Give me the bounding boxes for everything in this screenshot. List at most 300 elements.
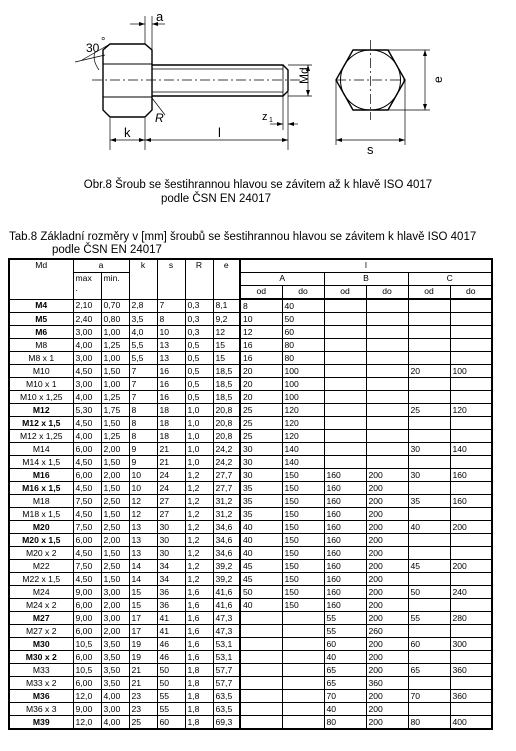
cell-amin: 1,25 xyxy=(101,430,129,443)
cell-s: 18 xyxy=(157,430,185,443)
cell-k: 9 xyxy=(129,456,157,469)
cell-md: M6 xyxy=(9,326,73,339)
cell-amax: 6,00 xyxy=(73,651,101,664)
cell-e: 53,1 xyxy=(213,651,240,664)
cell-bdo: 200 xyxy=(366,508,408,521)
cell-bod xyxy=(324,339,366,352)
cell-md: M18 xyxy=(9,495,73,508)
cell-cdo xyxy=(450,417,492,430)
cell-s: 18 xyxy=(157,404,185,417)
cell-s: 60 xyxy=(157,716,185,730)
cell-cdo xyxy=(450,703,492,716)
cell-amax: 3,00 xyxy=(73,378,101,391)
cell-amax: 3,00 xyxy=(73,352,101,365)
cell-k: 8 xyxy=(129,417,157,430)
cell-amax: 2,10 xyxy=(73,299,101,313)
cell-amax: 10,5 xyxy=(73,664,101,677)
bolt-shank xyxy=(152,65,288,96)
cell-bod: 160 xyxy=(324,482,366,495)
cell-e: 39,2 xyxy=(213,573,240,586)
cell-k: 7 xyxy=(129,365,157,378)
header-r: R xyxy=(185,259,213,299)
cell-cod xyxy=(408,703,450,716)
cell-s: 50 xyxy=(157,677,185,690)
cell-e: 24,2 xyxy=(213,443,240,456)
cell-amin: 1,50 xyxy=(101,365,129,378)
cell-ado: 150 xyxy=(282,469,324,482)
cell-md: M22 x 1,5 xyxy=(9,573,73,586)
cell-amax: 12,0 xyxy=(73,690,101,703)
cell-amax: 6,00 xyxy=(73,534,101,547)
table-caption-line1: Tab.8 Základní rozměry v [mm] šroubů se šestihrannou hlavou se závitem k hlavě ISO 4017 xyxy=(9,231,477,243)
cell-amax: 3,00 xyxy=(73,326,101,339)
cell-aod xyxy=(240,664,282,677)
cell-k: 5,5 xyxy=(129,352,157,365)
cell-ado: 150 xyxy=(282,586,324,599)
cell-e: 47,3 xyxy=(213,612,240,625)
bolt-head-outline xyxy=(103,44,152,117)
cell-amin: 3,50 xyxy=(101,677,129,690)
header-group-b: B xyxy=(324,273,408,286)
cell-cod xyxy=(408,547,450,560)
cell-e: 20,8 xyxy=(213,404,240,417)
cell-bod: 55 xyxy=(324,612,366,625)
cell-md: M16 xyxy=(9,469,73,482)
cell-k: 2,8 xyxy=(129,299,157,313)
header-group-c: C xyxy=(408,273,492,286)
cell-ado: 40 xyxy=(282,299,324,313)
table-row xyxy=(9,586,492,599)
cell-bod xyxy=(324,313,366,326)
cell-cod: 45 xyxy=(408,560,450,573)
cell-r: 1,2 xyxy=(185,547,213,560)
cell-bod: 160 xyxy=(324,547,366,560)
cell-amin: 2,00 xyxy=(101,534,129,547)
cell-r: 1,6 xyxy=(185,586,213,599)
cell-ado: 150 xyxy=(282,560,324,573)
cell-cod xyxy=(408,391,450,404)
table-row xyxy=(9,534,492,547)
cell-aod xyxy=(240,651,282,664)
cell-md: M20 x 2 xyxy=(9,547,73,560)
cell-md: M30 xyxy=(9,638,73,651)
cell-amin: 2,00 xyxy=(101,599,129,612)
cell-k: 23 xyxy=(129,690,157,703)
cell-amax: 7,50 xyxy=(73,560,101,573)
cell-bdo: 200 xyxy=(366,599,408,612)
cell-cdo xyxy=(450,625,492,638)
cell-cdo xyxy=(450,326,492,339)
label-l: l xyxy=(218,125,221,140)
cell-ado: 140 xyxy=(282,443,324,456)
table-row xyxy=(9,443,492,456)
cell-aod: 40 xyxy=(240,599,282,612)
cell-cdo xyxy=(450,573,492,586)
cell-bdo: 200 xyxy=(366,664,408,677)
cell-k: 13 xyxy=(129,547,157,560)
cell-ado: 150 xyxy=(282,495,324,508)
table-row xyxy=(9,430,492,443)
cell-amax: 9,00 xyxy=(73,612,101,625)
cell-r: 1,0 xyxy=(185,404,213,417)
cell-r: 1,8 xyxy=(185,677,213,690)
cell-amin: 0,70 xyxy=(101,299,129,313)
cell-bod: 160 xyxy=(324,534,366,547)
figure-caption-line1: Obr.8 Šroub se šestihrannou hlavou se závitem až k hlavě ISO 4017 xyxy=(83,179,433,191)
cell-amax: 4,50 xyxy=(73,573,101,586)
cell-e: 12 xyxy=(213,326,240,339)
cell-e: 27,7 xyxy=(213,469,240,482)
cell-bdo: 200 xyxy=(366,469,408,482)
cell-ado xyxy=(282,612,324,625)
cell-s: 30 xyxy=(157,521,185,534)
cell-ado: 150 xyxy=(282,534,324,547)
cell-cdo: 360 xyxy=(450,690,492,703)
cell-r: 0,3 xyxy=(185,299,213,313)
cell-amin: 3,50 xyxy=(101,664,129,677)
cell-bdo xyxy=(366,391,408,404)
cell-s: 46 xyxy=(157,638,185,651)
table-body xyxy=(9,299,492,729)
cell-md: M14 x 1,5 xyxy=(9,456,73,469)
label-md: Md xyxy=(297,67,311,84)
cell-k: 13 xyxy=(129,534,157,547)
cell-amax: 10,5 xyxy=(73,638,101,651)
cell-r: 1,2 xyxy=(185,573,213,586)
cell-s: 16 xyxy=(157,391,185,404)
cell-ado: 100 xyxy=(282,391,324,404)
cell-aod xyxy=(240,677,282,690)
cell-s: 55 xyxy=(157,690,185,703)
cell-r: 0,5 xyxy=(185,352,213,365)
cell-bdo xyxy=(366,378,408,391)
cell-amin: 1,50 xyxy=(101,508,129,521)
cell-amin: 1,50 xyxy=(101,417,129,430)
label-z-sub: 1 xyxy=(269,117,273,124)
cell-cod: 30 xyxy=(408,443,450,456)
cell-r: 1,6 xyxy=(185,612,213,625)
cell-e: 31,2 xyxy=(213,508,240,521)
cell-s: 7 xyxy=(157,299,185,313)
cell-e: 39,2 xyxy=(213,560,240,573)
cell-amin: 2,00 xyxy=(101,625,129,638)
header-a-do: do xyxy=(282,286,324,300)
cell-e: 69,3 xyxy=(213,716,240,730)
cell-amax: 12,0 xyxy=(73,716,101,730)
cell-amax: 2,40 xyxy=(73,313,101,326)
cell-ado: 150 xyxy=(282,573,324,586)
cell-amin: 1,00 xyxy=(101,352,129,365)
cell-s: 46 xyxy=(157,651,185,664)
cell-aod: 10 xyxy=(240,313,282,326)
cell-k: 8 xyxy=(129,404,157,417)
header-c-od: od xyxy=(408,286,450,300)
cell-ado: 150 xyxy=(282,599,324,612)
table-row xyxy=(9,365,492,378)
cell-s: 50 xyxy=(157,664,185,677)
cell-amax: 6,00 xyxy=(73,469,101,482)
cell-cod: 25 xyxy=(408,404,450,417)
cell-amin: 1,25 xyxy=(101,391,129,404)
cell-bdo: 200 xyxy=(366,586,408,599)
cell-cod xyxy=(408,573,450,586)
cell-cdo: 300 xyxy=(450,638,492,651)
cell-aod: 20 xyxy=(240,365,282,378)
cell-cdo xyxy=(450,391,492,404)
cell-r: 1,2 xyxy=(185,521,213,534)
cell-amax: 4,00 xyxy=(73,391,101,404)
cell-cdo xyxy=(450,534,492,547)
table-row xyxy=(9,716,492,730)
cell-md: M8 x 1 xyxy=(9,352,73,365)
cell-k: 19 xyxy=(129,638,157,651)
cell-ado: 150 xyxy=(282,508,324,521)
cell-bdo: 200 xyxy=(366,703,408,716)
cell-bod: 160 xyxy=(324,521,366,534)
cell-r: 1,6 xyxy=(185,651,213,664)
cell-cod: 55 xyxy=(408,612,450,625)
cell-cdo xyxy=(450,352,492,365)
cell-cod xyxy=(408,625,450,638)
cell-s: 21 xyxy=(157,456,185,469)
cell-bod: 160 xyxy=(324,573,366,586)
cell-ado: 120 xyxy=(282,417,324,430)
table-row xyxy=(9,378,492,391)
cell-bdo: 200 xyxy=(366,534,408,547)
header-group-a: A xyxy=(240,273,324,286)
cell-r: 0,3 xyxy=(185,326,213,339)
cell-bdo xyxy=(366,443,408,456)
cell-bod xyxy=(324,391,366,404)
cell-s: 16 xyxy=(157,365,185,378)
cell-ado xyxy=(282,677,324,690)
cell-bdo: 260 xyxy=(366,625,408,638)
cell-cdo xyxy=(450,299,492,313)
cell-cdo xyxy=(450,378,492,391)
cell-r: 0,5 xyxy=(185,391,213,404)
cell-k: 17 xyxy=(129,612,157,625)
cell-ado: 120 xyxy=(282,430,324,443)
cell-e: 53,1 xyxy=(213,638,240,651)
table-row xyxy=(9,625,492,638)
cell-amax: 4,00 xyxy=(73,339,101,352)
table-row xyxy=(9,417,492,430)
header-md: Md xyxy=(9,259,73,299)
cell-aod: 30 xyxy=(240,456,282,469)
cell-e: 18,5 xyxy=(213,365,240,378)
cell-ado: 50 xyxy=(282,313,324,326)
cell-cod: 80 xyxy=(408,716,450,730)
label-degree: ° xyxy=(101,36,106,48)
cell-bod: 160 xyxy=(324,560,366,573)
cell-cod xyxy=(408,417,450,430)
cell-amin: 3,50 xyxy=(101,651,129,664)
cell-aod: 25 xyxy=(240,404,282,417)
header-a-max: max . xyxy=(73,273,101,300)
cell-k: 9 xyxy=(129,443,157,456)
cell-cod xyxy=(408,378,450,391)
cell-cdo xyxy=(450,547,492,560)
cell-cdo: 160 xyxy=(450,469,492,482)
table-row xyxy=(9,404,492,417)
table-row xyxy=(9,391,492,404)
header-s: s xyxy=(157,259,185,299)
cell-aod xyxy=(240,638,282,651)
cell-s: 13 xyxy=(157,352,185,365)
cell-e: 8,1 xyxy=(213,299,240,313)
cell-amin: 1,75 xyxy=(101,404,129,417)
table-row xyxy=(9,352,492,365)
cell-bdo: 200 xyxy=(366,573,408,586)
cell-s: 16 xyxy=(157,378,185,391)
cell-amax: 4,50 xyxy=(73,547,101,560)
cell-bod xyxy=(324,456,366,469)
table-row xyxy=(9,547,492,560)
cell-s: 36 xyxy=(157,599,185,612)
cell-r: 1,8 xyxy=(185,703,213,716)
label-a: a xyxy=(156,9,164,24)
cell-aod: 40 xyxy=(240,534,282,547)
cell-k: 14 xyxy=(129,573,157,586)
cell-amin: 0,80 xyxy=(101,313,129,326)
cell-bod xyxy=(324,404,366,417)
cell-r: 1,0 xyxy=(185,456,213,469)
cell-cdo xyxy=(450,508,492,521)
table-row xyxy=(9,612,492,625)
cell-md: M39 xyxy=(9,716,73,730)
cell-bdo xyxy=(366,352,408,365)
cell-bod xyxy=(324,326,366,339)
cell-md: M33 xyxy=(9,664,73,677)
cell-e: 15 xyxy=(213,352,240,365)
cell-bod xyxy=(324,378,366,391)
cell-md: M12 x 1,25 xyxy=(9,430,73,443)
cell-md: M22 xyxy=(9,560,73,573)
cell-cod: 30 xyxy=(408,469,450,482)
cell-amin: 3,50 xyxy=(101,638,129,651)
cell-md: M16 x 1,5 xyxy=(9,482,73,495)
cell-aod xyxy=(240,625,282,638)
cell-bod: 40 xyxy=(324,703,366,716)
table-row xyxy=(9,508,492,521)
cell-amin: 3,00 xyxy=(101,586,129,599)
cell-r: 1,6 xyxy=(185,638,213,651)
cell-amax: 6,00 xyxy=(73,443,101,456)
cell-e: 18,5 xyxy=(213,391,240,404)
cell-md: M20 x 1,5 xyxy=(9,534,73,547)
cell-aod: 50 xyxy=(240,586,282,599)
table-caption xyxy=(9,231,514,256)
table-row xyxy=(9,664,492,677)
cell-md: M36 xyxy=(9,690,73,703)
cell-k: 10 xyxy=(129,469,157,482)
cell-aod: 12 xyxy=(240,326,282,339)
cell-amax: 5,30 xyxy=(73,404,101,417)
header-e: e xyxy=(213,259,240,299)
cell-r: 1,8 xyxy=(185,664,213,677)
bolt-dimensions-table xyxy=(8,258,493,730)
cell-s: 24 xyxy=(157,469,185,482)
cell-cod: 40 xyxy=(408,521,450,534)
cell-s: 36 xyxy=(157,586,185,599)
cell-md: M12 x 1,5 xyxy=(9,417,73,430)
cell-md: M18 x 1,5 xyxy=(9,508,73,521)
cell-bod: 60 xyxy=(324,638,366,651)
cell-cdo: 200 xyxy=(450,560,492,573)
table-caption-line2: podle ČSN EN 24017 xyxy=(52,243,162,256)
table-row xyxy=(9,651,492,664)
cell-cdo xyxy=(450,482,492,495)
table-row xyxy=(9,560,492,573)
cell-e: 63,5 xyxy=(213,690,240,703)
cell-r: 1,2 xyxy=(185,508,213,521)
cell-amax: 6,00 xyxy=(73,677,101,690)
cell-aod: 16 xyxy=(240,339,282,352)
cell-md: M10 x 1 xyxy=(9,378,73,391)
cell-r: 1,0 xyxy=(185,443,213,456)
cell-bod: 65 xyxy=(324,677,366,690)
cell-md: M10 x 1,25 xyxy=(9,391,73,404)
header-b-od: od xyxy=(324,286,366,300)
cell-amin: 2,50 xyxy=(101,495,129,508)
header-k: k xyxy=(129,259,157,299)
cell-amax: 6,00 xyxy=(73,625,101,638)
cell-cod xyxy=(408,677,450,690)
cell-r: 1,2 xyxy=(185,560,213,573)
cell-k: 19 xyxy=(129,651,157,664)
cell-md: M5 xyxy=(9,313,73,326)
cell-s: 30 xyxy=(157,534,185,547)
cell-r: 1,2 xyxy=(185,482,213,495)
cell-k: 7 xyxy=(129,391,157,404)
cell-aod: 40 xyxy=(240,547,282,560)
cell-bod xyxy=(324,352,366,365)
cell-md: M20 xyxy=(9,521,73,534)
cell-bdo xyxy=(366,339,408,352)
cell-aod xyxy=(240,690,282,703)
cell-amin: 1,25 xyxy=(101,339,129,352)
cell-bod xyxy=(324,299,366,313)
cell-r: 1,6 xyxy=(185,625,213,638)
table-row xyxy=(9,638,492,651)
cell-bod: 160 xyxy=(324,495,366,508)
cell-r: 1,2 xyxy=(185,534,213,547)
cell-e: 63,5 xyxy=(213,703,240,716)
cell-k: 15 xyxy=(129,599,157,612)
cell-cdo: 360 xyxy=(450,664,492,677)
cell-md: M27 x 2 xyxy=(9,625,73,638)
cell-ado xyxy=(282,690,324,703)
cell-ado xyxy=(282,664,324,677)
cell-amax: 4,50 xyxy=(73,417,101,430)
cell-aod: 40 xyxy=(240,521,282,534)
cell-e: 31,2 xyxy=(213,495,240,508)
cell-s: 10 xyxy=(157,326,185,339)
cell-cod xyxy=(408,299,450,313)
cell-amin: 1,50 xyxy=(101,547,129,560)
cell-bdo xyxy=(366,326,408,339)
cell-amin: 3,00 xyxy=(101,612,129,625)
cell-amax: 9,00 xyxy=(73,586,101,599)
cell-e: 41,6 xyxy=(213,586,240,599)
cell-k: 5,5 xyxy=(129,339,157,352)
cell-s: 41 xyxy=(157,612,185,625)
cell-amin: 1,50 xyxy=(101,456,129,469)
cell-cod xyxy=(408,482,450,495)
cell-ado: 150 xyxy=(282,547,324,560)
table-row xyxy=(9,299,492,313)
cell-aod xyxy=(240,612,282,625)
